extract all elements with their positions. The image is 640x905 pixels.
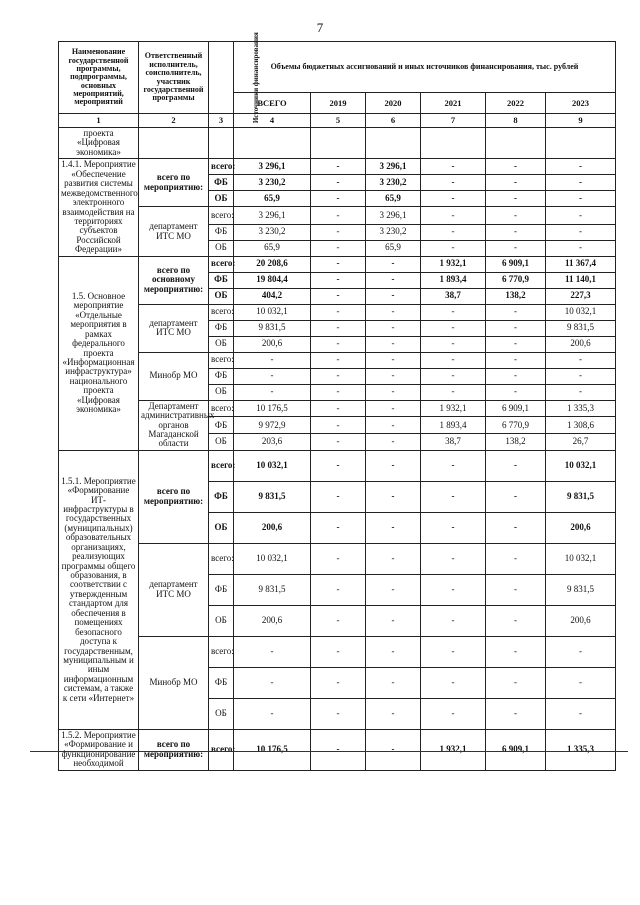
responsible-cell: всего по мероприятию: [139, 450, 209, 543]
table-row [59, 304, 616, 320]
year-value-cell: 26,7 [546, 434, 616, 451]
empty-cell [209, 128, 234, 159]
year-value-cell: - [366, 605, 421, 636]
year-value-cell: 6 770,9 [486, 417, 546, 434]
responsible-cell: департамент ИТС МО [139, 207, 209, 256]
year-value-cell: - [421, 352, 486, 368]
funding-source-cell: всего: [209, 207, 234, 224]
total-value-cell: 203,6 [234, 434, 311, 451]
year-value-cell: - [486, 481, 546, 512]
table-row [59, 729, 616, 770]
funding-source-cell: всего: [209, 304, 234, 320]
year-value-cell: - [311, 288, 366, 304]
year-value-cell: - [311, 352, 366, 368]
year-value-cell: 11 140,1 [546, 272, 616, 288]
year-value-cell: - [311, 159, 366, 175]
year-value-cell: - [486, 368, 546, 384]
year-value-cell: - [311, 434, 366, 451]
year-value-cell: - [486, 667, 546, 698]
year-value-cell: 138,2 [486, 434, 546, 451]
year-value-cell: - [311, 384, 366, 400]
year-value-cell: 1 335,3 [546, 729, 616, 770]
program-name-cell: проекта «Цифровая экономика» [59, 128, 139, 159]
year-value-cell: - [366, 667, 421, 698]
year-value-cell: 3 296,1 [366, 159, 421, 175]
year-value-cell: 1 893,4 [421, 417, 486, 434]
column-index: 4 [234, 114, 311, 128]
year-value-cell: - [366, 417, 421, 434]
year-value-cell: - [486, 224, 546, 240]
program-name-cell: 1.5. Основное мероприятие «Отдельные мероприятия в рамках федерального проекта «Информационная инфраструктура» национального проекта «Цифровая экономика» [59, 256, 139, 450]
total-value-cell: - [234, 636, 311, 667]
funding-source-cell: ФБ [209, 320, 234, 336]
total-value-cell: 9 831,5 [234, 320, 311, 336]
header-funding-source [209, 32, 260, 123]
year-value-cell: - [486, 175, 546, 191]
year-value-cell: 38,7 [421, 288, 486, 304]
header-funding-source-text: Источники финансирования [251, 32, 260, 123]
year-value-cell: - [421, 240, 486, 256]
year-value-cell: 200,6 [546, 512, 616, 543]
column-index: 7 [421, 114, 486, 128]
total-value-cell: 3 230,2 [234, 175, 311, 191]
year-value-cell: 9 831,5 [546, 481, 616, 512]
funding-source-cell: всего: [209, 450, 234, 481]
year-value-cell: - [546, 159, 616, 175]
year-value-cell: - [421, 159, 486, 175]
year-value-cell: - [421, 191, 486, 207]
year-value-cell: - [311, 320, 366, 336]
year-value-cell: - [366, 272, 421, 288]
year-value-cell: 1 335,3 [546, 400, 616, 417]
responsible-cell: департамент ИТС МО [139, 543, 209, 636]
year-value-cell: - [311, 636, 366, 667]
funding-source-cell: всего: [209, 543, 234, 574]
year-value-cell: - [421, 543, 486, 574]
year-value-cell: - [366, 481, 421, 512]
table-row [59, 128, 616, 159]
funding-source-cell: ОБ [209, 434, 234, 451]
total-value-cell: - [234, 352, 311, 368]
total-value-cell: 200,6 [234, 605, 311, 636]
total-value-cell: 3 296,1 [234, 159, 311, 175]
total-value-cell: 10 032,1 [234, 450, 311, 481]
responsible-cell: департамент ИТС МО [139, 304, 209, 352]
year-value-cell: - [421, 224, 486, 240]
funding-source-cell: ОБ [209, 336, 234, 352]
total-value-cell: 9 972,9 [234, 417, 311, 434]
year-value-cell: - [366, 400, 421, 417]
total-value-cell: - [234, 368, 311, 384]
year-value-cell: - [311, 543, 366, 574]
year-value-cell: - [486, 159, 546, 175]
year-value-cell: 6 909,1 [486, 400, 546, 417]
empty-cell [234, 128, 311, 159]
year-value-cell: - [366, 698, 421, 729]
year-value-cell: - [366, 574, 421, 605]
year-value-cell: - [311, 400, 366, 417]
total-value-cell: 10 032,1 [234, 543, 311, 574]
year-value-cell: - [366, 450, 421, 481]
total-value-cell: 10 176,5 [234, 729, 311, 770]
responsible-cell: всего по мероприятию: [139, 729, 209, 770]
year-value-cell: - [546, 175, 616, 191]
year-value-cell: - [486, 304, 546, 320]
year-value-cell: - [311, 191, 366, 207]
program-name-cell: 1.5.2. Мероприятие «Формирование и функционирование необходимой [59, 729, 139, 770]
year-value-cell: - [366, 256, 421, 272]
total-value-cell: - [234, 698, 311, 729]
funding-source-cell: ФБ [209, 481, 234, 512]
funding-source-cell: всего: [209, 729, 234, 770]
year-value-cell: - [366, 288, 421, 304]
year-value-cell: - [546, 636, 616, 667]
year-value-cell: - [486, 636, 546, 667]
funding-source-cell: всего: [209, 400, 234, 417]
responsible-cell: Департамент административных органов Магаданской области [139, 400, 209, 450]
year-value-cell: - [366, 336, 421, 352]
funding-source-cell: ФБ [209, 574, 234, 605]
year-value-cell: - [311, 256, 366, 272]
year-value-cell: - [421, 512, 486, 543]
table-row [59, 159, 616, 175]
year-value-cell: - [486, 384, 546, 400]
year-value-cell: 9 831,5 [546, 574, 616, 605]
year-value-cell: 1 932,1 [421, 400, 486, 417]
year-value-cell: - [486, 352, 546, 368]
empty-cell [421, 128, 486, 159]
header-year: 2021 [421, 93, 486, 114]
year-value-cell: - [311, 574, 366, 605]
table-row [59, 352, 616, 368]
year-value-cell: - [311, 224, 366, 240]
year-value-cell: - [311, 481, 366, 512]
empty-cell [311, 128, 366, 159]
year-value-cell: - [366, 384, 421, 400]
year-value-cell: 1 932,1 [421, 256, 486, 272]
funding-source-cell: ФБ [209, 272, 234, 288]
header-year: 2020 [366, 93, 421, 114]
year-value-cell: - [366, 304, 421, 320]
year-value-cell: - [311, 450, 366, 481]
year-value-cell: - [421, 304, 486, 320]
year-value-cell: - [546, 240, 616, 256]
total-value-cell: - [234, 667, 311, 698]
year-value-cell: 3 296,1 [366, 207, 421, 224]
year-value-cell: 10 032,1 [546, 450, 616, 481]
total-value-cell: 10 032,1 [234, 304, 311, 320]
year-value-cell: - [486, 698, 546, 729]
table-row [59, 256, 616, 272]
year-value-cell: - [311, 240, 366, 256]
responsible-cell: всего по мероприятию: [139, 159, 209, 207]
year-value-cell: - [486, 240, 546, 256]
year-value-cell: 6 770,9 [486, 272, 546, 288]
header-year: 2022 [486, 93, 546, 114]
header-total: ВСЕГО [234, 93, 311, 114]
funding-source-cell: ФБ [209, 175, 234, 191]
table-row [59, 207, 616, 224]
funding-source-cell: ОБ [209, 240, 234, 256]
year-value-cell: - [311, 605, 366, 636]
total-value-cell: 3 296,1 [234, 207, 311, 224]
year-value-cell: - [366, 512, 421, 543]
year-value-cell: - [486, 450, 546, 481]
year-value-cell: - [421, 605, 486, 636]
total-value-cell: - [234, 384, 311, 400]
year-value-cell: - [421, 384, 486, 400]
empty-cell [486, 128, 546, 159]
funding-source-cell: ОБ [209, 698, 234, 729]
total-value-cell: 10 176,5 [234, 400, 311, 417]
total-value-cell: 9 831,5 [234, 574, 311, 605]
empty-cell [139, 128, 209, 159]
budget-table [58, 32, 616, 771]
column-index: 9 [546, 114, 616, 128]
year-value-cell: 6 909,1 [486, 256, 546, 272]
year-value-cell: 6 909,1 [486, 729, 546, 770]
total-value-cell: 65,9 [234, 240, 311, 256]
funding-source-cell: всего: [209, 352, 234, 368]
funding-source-cell: ОБ [209, 605, 234, 636]
year-value-cell: - [311, 667, 366, 698]
year-value-cell: 138,2 [486, 288, 546, 304]
responsible-cell: Минобр МО [139, 636, 209, 729]
table-row [59, 543, 616, 574]
program-name-cell: 1.4.1. Мероприятие «Обеспечение развития системы межведомственного электронного взаимодействия на территориях субъектов Российской Федерации» [59, 159, 139, 256]
total-value-cell: 3 230,2 [234, 224, 311, 240]
year-value-cell: - [366, 320, 421, 336]
year-value-cell: 10 032,1 [546, 543, 616, 574]
year-value-cell: - [421, 574, 486, 605]
year-value-cell: - [486, 191, 546, 207]
responsible-cell: всего по основному мероприятию: [139, 256, 209, 304]
year-value-cell: - [486, 512, 546, 543]
table-row [59, 400, 616, 417]
funding-source-cell: ОБ [209, 384, 234, 400]
year-value-cell: - [366, 636, 421, 667]
year-value-cell: - [546, 698, 616, 729]
year-value-cell: - [421, 667, 486, 698]
year-value-cell: - [311, 729, 366, 770]
year-value-cell: - [311, 512, 366, 543]
header-year: 2023 [546, 93, 616, 114]
year-value-cell: 1 308,6 [546, 417, 616, 434]
year-value-cell: - [366, 368, 421, 384]
year-value-cell: - [311, 175, 366, 191]
year-value-cell: - [486, 543, 546, 574]
total-value-cell: 200,6 [234, 336, 311, 352]
year-value-cell: 65,9 [366, 240, 421, 256]
year-value-cell: - [421, 336, 486, 352]
year-value-cell: - [366, 434, 421, 451]
total-value-cell: 19 804,4 [234, 272, 311, 288]
total-value-cell: 404,2 [234, 288, 311, 304]
year-value-cell: - [421, 320, 486, 336]
page-bottom-rule [30, 751, 628, 752]
year-value-cell: - [421, 450, 486, 481]
year-value-cell: 227,3 [546, 288, 616, 304]
year-value-cell: - [311, 207, 366, 224]
year-value-cell: 38,7 [421, 434, 486, 451]
year-value-cell: - [546, 384, 616, 400]
column-index: 6 [366, 114, 421, 128]
funding-source-cell: ФБ [209, 368, 234, 384]
year-value-cell: - [486, 320, 546, 336]
year-value-cell: 3 230,2 [366, 224, 421, 240]
funding-source-cell: ОБ [209, 191, 234, 207]
year-value-cell: - [421, 698, 486, 729]
column-index: 3 [209, 114, 234, 128]
year-value-cell: - [546, 207, 616, 224]
year-value-cell: - [546, 224, 616, 240]
column-index: 8 [486, 114, 546, 128]
year-value-cell: - [311, 368, 366, 384]
year-value-cell: - [311, 417, 366, 434]
total-value-cell: 200,6 [234, 512, 311, 543]
year-value-cell: - [311, 272, 366, 288]
year-value-cell: - [421, 636, 486, 667]
total-value-cell: 20 208,6 [234, 256, 311, 272]
year-value-cell: - [486, 207, 546, 224]
year-value-cell: - [421, 207, 486, 224]
year-value-cell: - [366, 352, 421, 368]
year-value-cell: - [486, 336, 546, 352]
year-value-cell: 1 932,1 [421, 729, 486, 770]
year-value-cell: 200,6 [546, 336, 616, 352]
year-value-cell: - [311, 336, 366, 352]
program-name-cell: 1.5.1. Мероприятие «Формирование ИТ-инфраструктуры в государственных (муниципальных) образовательных организациях, реализующих программы общего образования, в соответствии с утвержденным стандартом для обеспечения в помещениях безопасного доступа к государственным, муниципальным и иным информационным системам, а также к сети «Интернет» [59, 450, 139, 729]
year-value-cell: - [486, 574, 546, 605]
funding-source-cell: ФБ [209, 224, 234, 240]
year-value-cell: - [546, 667, 616, 698]
header-program-name: Наименование государственной программы, подпрограммы, основных мероприятий, мероприятий [59, 42, 139, 114]
year-value-cell: - [421, 481, 486, 512]
year-value-cell: 3 230,2 [366, 175, 421, 191]
year-value-cell: - [366, 729, 421, 770]
funding-source-cell: ОБ [209, 288, 234, 304]
year-value-cell: - [311, 304, 366, 320]
year-value-cell: 9 831,5 [546, 320, 616, 336]
year-value-cell: 11 367,4 [546, 256, 616, 272]
responsible-cell: Минобр МО [139, 352, 209, 400]
year-value-cell: 1 893,4 [421, 272, 486, 288]
header-volumes: Объемы бюджетных ассигнований и иных источников финансирования, тыс. рублей [234, 42, 616, 93]
empty-cell [366, 128, 421, 159]
table-row [59, 636, 616, 667]
year-value-cell: - [546, 191, 616, 207]
empty-cell [546, 128, 616, 159]
total-value-cell: 9 831,5 [234, 481, 311, 512]
total-value-cell: 65,9 [234, 191, 311, 207]
year-value-cell: 65,9 [366, 191, 421, 207]
column-index: 1 [59, 114, 139, 128]
year-value-cell: - [311, 698, 366, 729]
column-index: 2 [139, 114, 209, 128]
year-value-cell: 10 032,1 [546, 304, 616, 320]
funding-source-cell: всего: [209, 256, 234, 272]
year-value-cell: 200,6 [546, 605, 616, 636]
year-value-cell: - [486, 605, 546, 636]
funding-source-cell: всего: [209, 636, 234, 667]
funding-source-cell: всего: [209, 159, 234, 175]
column-index: 5 [311, 114, 366, 128]
table-row [59, 450, 616, 481]
funding-source-cell: ФБ [209, 667, 234, 698]
header-year: 2019 [311, 93, 366, 114]
year-value-cell: - [366, 543, 421, 574]
funding-source-cell: ОБ [209, 512, 234, 543]
page-number: 7 [316, 20, 324, 35]
year-value-cell: - [546, 368, 616, 384]
year-value-cell: - [421, 175, 486, 191]
funding-source-cell: ФБ [209, 417, 234, 434]
header-responsible: Ответственный исполнитель, соисполнитель, участник государственной программы [139, 42, 209, 114]
year-value-cell: - [421, 368, 486, 384]
year-value-cell: - [546, 352, 616, 368]
